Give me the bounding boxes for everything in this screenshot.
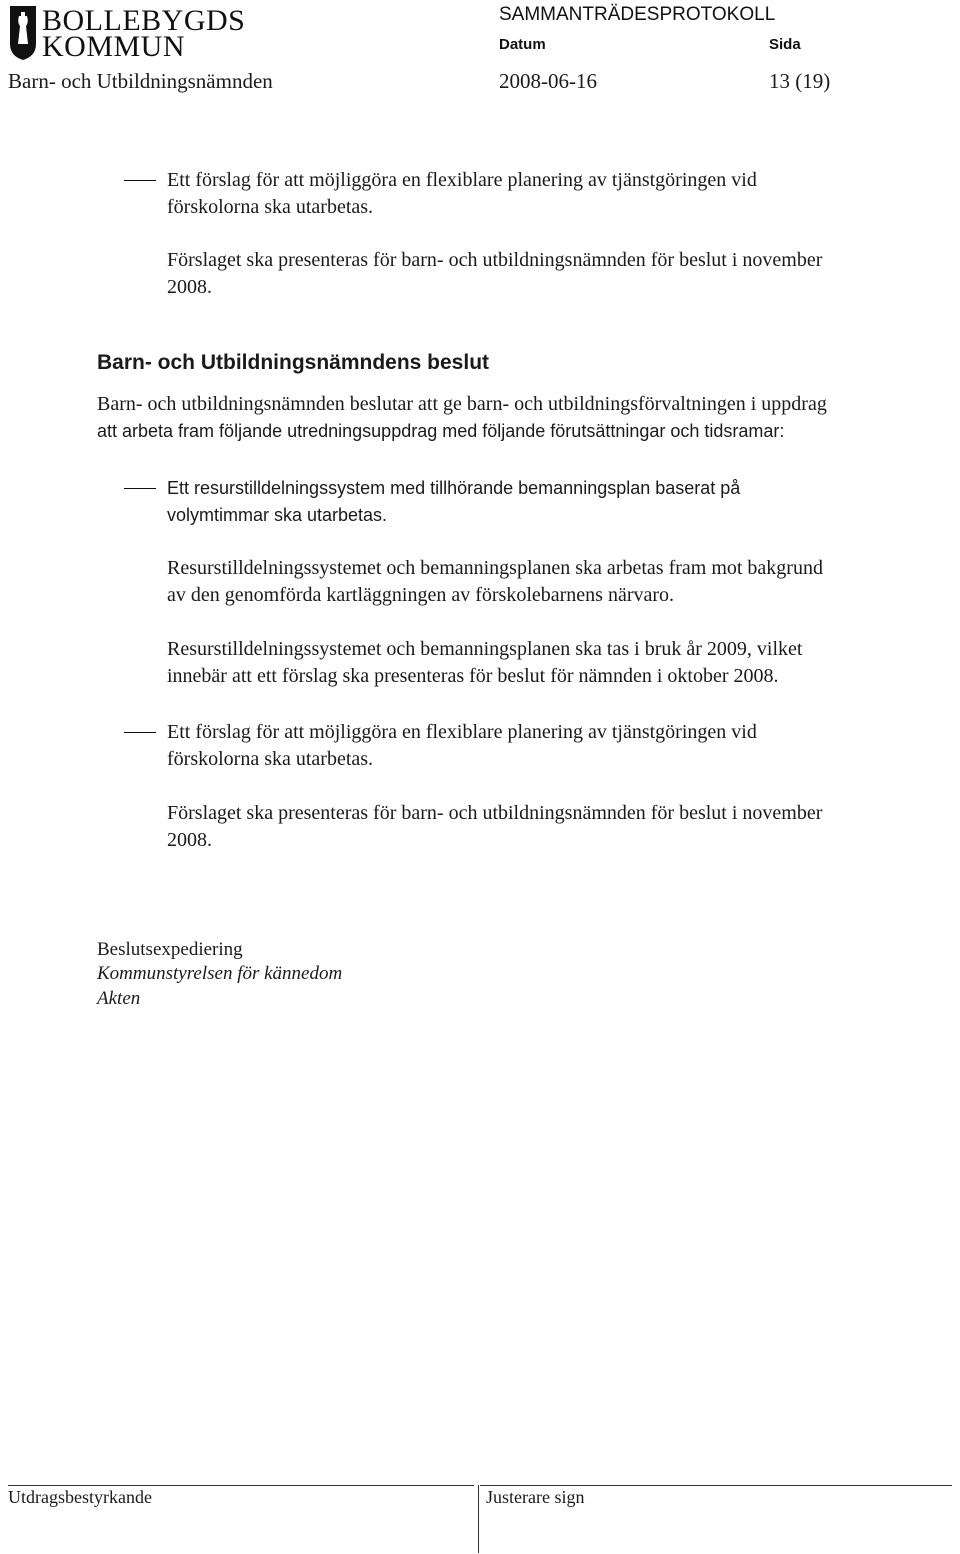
bullet-dash bbox=[124, 488, 156, 489]
top-bullet-line1: Ett förslag för att möjliggöra en flexiblare planering av tjänstgöringen vid bbox=[167, 169, 757, 191]
dispatch-recipient: Akten bbox=[97, 988, 141, 1009]
footer-divider bbox=[478, 1485, 479, 1553]
decision-intro-line1: Barn- och utbildningsnämnden beslutar att ge barn- och utbildningsförvaltningen i uppdrag bbox=[97, 393, 827, 415]
decision-heading: Barn- och Utbildningsnämndens beslut bbox=[97, 351, 490, 374]
item2-line1: Ett förslag för att möjliggöra en flexiblare planering av tjänstgöringen vid bbox=[167, 721, 757, 743]
bullet-dash bbox=[124, 732, 156, 733]
page-label: Sida bbox=[769, 36, 801, 53]
item1-para2-line2: innebär att ett förslag ska presenteras för beslut för nämnden i oktober 2008. bbox=[167, 665, 779, 687]
footer-divider bbox=[8, 1485, 474, 1486]
top-para-line1: Förslaget ska presenteras för barn- och utbildningsnämnden för beslut i november bbox=[167, 249, 823, 271]
page-number: 13 (19) bbox=[769, 69, 831, 93]
dispatch-recipient: Kommunstyrelsen för kännedom bbox=[97, 963, 343, 984]
footer-divider bbox=[480, 1485, 952, 1486]
decision-intro-line2: att arbeta fram följande utredningsuppdrag med följande förutsättningar och tidsramar: bbox=[97, 421, 785, 441]
logo-text-line1: BOLLEBYGDS bbox=[42, 4, 246, 37]
meeting-date: 2008-06-16 bbox=[499, 69, 597, 93]
item2-para-line2: 2008. bbox=[167, 829, 212, 851]
logo-text-line2: KOMMUN bbox=[42, 30, 186, 63]
item1-para1-line1: Resurstilldelningssystemet och bemanningsplanen ska arbetas fram mot bakgrund bbox=[167, 557, 823, 579]
date-label: Datum bbox=[499, 36, 546, 53]
top-para-line2: 2008. bbox=[167, 276, 212, 298]
footer-signature-label: Justerare sign bbox=[486, 1487, 585, 1507]
item2-line2: förskolorna ska utarbetas. bbox=[167, 748, 374, 770]
top-bullet-line2: förskolorna ska utarbetas. bbox=[167, 196, 374, 218]
municipal-emblem-icon bbox=[8, 4, 38, 62]
footer-certification-label: Utdragsbestyrkande bbox=[8, 1487, 152, 1507]
committee-name: Barn- och Utbildningsnämnden bbox=[8, 69, 273, 93]
document-type: SAMMANTRÄDESPROTOKOLL bbox=[499, 4, 776, 25]
item1-para2-line1: Resurstilldelningssystemet och bemanningsplanen ska tas i bruk år 2009, vilket bbox=[167, 638, 803, 660]
dispatch-label: Beslutsexpediering bbox=[97, 939, 243, 960]
item2-para-line1: Förslaget ska presenteras för barn- och utbildningsnämnden för beslut i november bbox=[167, 802, 823, 824]
item1-line1: Ett resurstilldelningssystem med tillhörande bemanningsplan baserat på bbox=[167, 478, 741, 498]
item1-para1-line2: av den genomförda kartläggningen av förskolebarnens närvaro. bbox=[167, 584, 675, 606]
item1-line2: volymtimmar ska utarbetas. bbox=[167, 505, 388, 525]
bullet-dash bbox=[124, 180, 156, 181]
